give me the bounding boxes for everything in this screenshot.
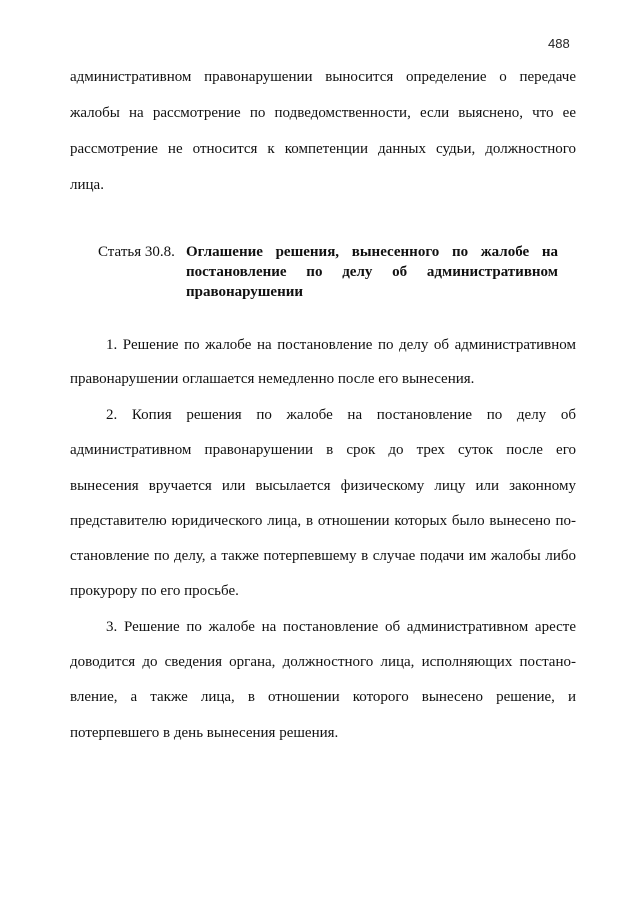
text-line: административном правонарушении в срок до трех суток после его bbox=[70, 442, 576, 458]
text-line: вынесения вручается или высылается физическому лицу или законному bbox=[70, 478, 576, 494]
article-number: Статья 30.8. bbox=[98, 244, 175, 260]
page-number: 488 bbox=[548, 36, 570, 51]
text-line: рассмотрение не относится к компетенции данных судьи, должностного bbox=[70, 141, 576, 157]
text-line: 3. Решение по жалобе на постановление об административном аресте bbox=[106, 619, 576, 635]
text-line: потерпевшего в день вынесения решения. bbox=[70, 725, 339, 741]
text-line: 1. Решение по жалобе на постановление по делу об административном bbox=[106, 337, 576, 353]
article-title-line: постановление по делу об административном bbox=[186, 264, 558, 280]
article-title-line: Оглашение решения, вынесенного по жалобе на bbox=[186, 244, 558, 260]
text-line: становление по делу, а также потерпевшему в случае подачи им жалобы либо bbox=[70, 548, 576, 564]
text-line: административном правонарушении выносится определение о передаче bbox=[70, 69, 576, 85]
article-title-line: правонарушении bbox=[186, 284, 304, 300]
text-line: жалобы на рассмотрение по подведомственности, если выяснено, что ее bbox=[70, 105, 576, 121]
text-line: правонарушении оглашается немедленно после его вынесения. bbox=[70, 371, 475, 387]
text-line: 2. Копия решения по жалобе на постановление по делу об bbox=[106, 407, 576, 423]
text-line: прокурору по его просьбе. bbox=[70, 583, 239, 599]
text-line: представителю юридического лица, в отношении которых было вынесено по- bbox=[70, 513, 576, 529]
text-line: лица. bbox=[70, 177, 104, 193]
text-line: доводится до сведения органа, должностного лица, исполняющих постано- bbox=[70, 654, 576, 670]
text-line: вление, а также лица, в отношении которого вынесено решение, и bbox=[70, 689, 576, 705]
